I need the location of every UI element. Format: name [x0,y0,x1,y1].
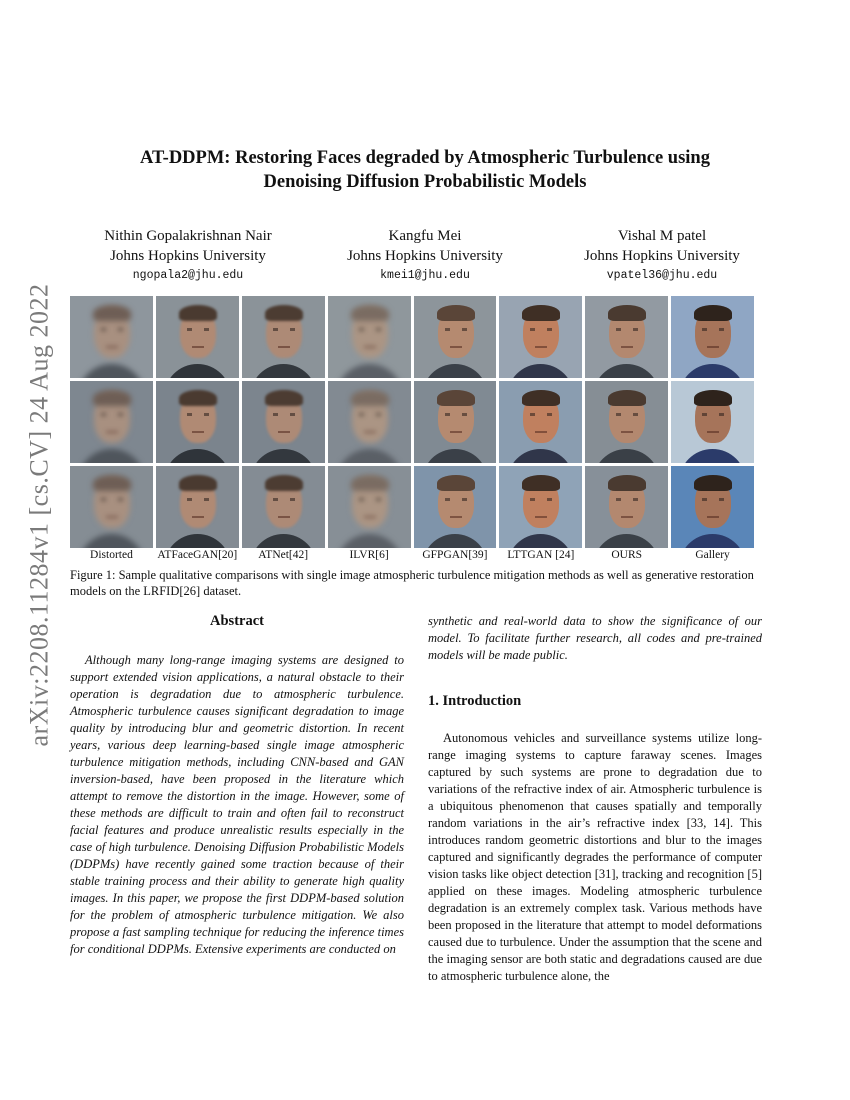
column-label: Gallery [695,549,730,561]
face-image [328,296,411,378]
author-list [70,226,780,286]
face-image [671,466,754,548]
face-image [156,381,239,463]
paper-title [70,146,780,194]
face-image [499,381,582,463]
author-email[interactable]: kmei1@jhu.edu [380,269,470,282]
right-column [428,613,762,985]
face-image [242,296,325,378]
face-image [499,466,582,548]
face-image [414,296,497,378]
arxiv-stamp [14,283,64,747]
face-image [242,466,325,548]
figure-row [70,381,754,463]
face-image [671,381,754,463]
author-1 [70,226,306,286]
face-image [328,466,411,548]
column-label: Distorted [90,549,133,561]
face-image [414,466,497,548]
face-image [242,381,325,463]
author-2 [307,226,543,286]
author-email[interactable]: vpatel36@jhu.edu [606,269,718,282]
column-label: OURS [611,549,643,561]
face-image [671,296,754,378]
column-label: GFPGAN[39] [422,549,488,561]
face-image [156,296,239,378]
figure-1-image-grid [70,296,754,548]
face-image [328,381,411,463]
author-name: Nithin Gopalakrishnan Nair [104,228,272,244]
left-column [70,613,404,958]
author-name: Vishal M patel [617,228,707,244]
face-image [70,466,153,548]
figure-column-labels [70,548,754,562]
column-label: LTTGAN [24] [507,549,575,561]
author-affiliation: Johns Hopkins University [110,248,266,264]
column-label: ILVR[6] [349,549,389,561]
column-label: ATNet[42] [258,549,309,561]
figure-row [70,296,754,378]
author-3 [544,226,780,286]
introduction-text: Autonomous vehicles and surveillance systems utilize long-range imaging systems to capture faraway scenes. Images captured by such systems are prone to degradation due to variations of the refractive index of air. Atmospheric turbulence is a ubiquitous phenomenon that causes spatially and temporally random variations in the air’s refractive index [33, 14]. This introduces random geometric distortions and blur to the images captured and significantly degrades the performance of computer vision tasks like object detection [31], tracking and recognition [5] applied on these images. Modeling atmospheric turbulence degradation is an extremely complex task. Various methods have been proposed in the literature that attempt to model deformations caused due to turbulence. Under the assumption that the scene and the imaging sensor are both static and degradations caused are due to atmospheric turbulence alone, the [428,731,762,983]
face-image [70,296,153,378]
author-email[interactable]: ngopala2@jhu.edu [132,269,244,282]
figure-row [70,466,754,548]
introduction-heading: 1. Introduction [428,693,522,709]
author-name: Kangfu Mei [388,228,462,244]
face-image [499,296,582,378]
author-affiliation: Johns Hopkins University [584,248,740,264]
arxiv-stamp-text: arXiv:2208.11284v1 [cs.CV] 24 Aug 2022 [24,283,53,747]
title-line-1: AT-DDPM: Restoring Faces degraded by Atmospheric Turbulence using [140,148,710,168]
figure-caption: Figure 1: Sample qualitative comparisons with single image atmospheric turbulence mitigation methods as well as generative restoration models on the LRFID[26] dataset. [70,568,754,598]
face-image [585,296,668,378]
face-image [70,381,153,463]
abstract-text: Although many long-range imaging systems are designed to support extended vision applications, a natural obstacle to their operation is degradation due to atmospheric turbulence. Atmospheric turbulence causes significant degradation to image quality by introducing blur and geometric distortion. In recent years, various deep learning-based single image atmospheric turbulence mitigation methods, including CNN-based and GAN inversion-based, have been proposed in the literature which attempt to remove the distortion in the image. However, some of these methods are difficult to train and often fail to reconstruct facial features and produce unrealistic results especially in the case of high turbulence. Denoising Diffusion Probabilistic Models (DDPMs) have recently gained some traction because of their stable training process and their ability to generate high quality images. In this paper, we propose the first DDPM-based solution for the problem of atmospheric turbulence mitigation. We also propose a fast sampling technique for reducing the inference times for conditional DDPMs. Extensive experiments are conducted on [70,653,404,956]
face-image [156,466,239,548]
face-image [414,381,497,463]
title-line-2: Denoising Diffusion Probabilistic Models [263,172,587,192]
author-affiliation: Johns Hopkins University [347,248,503,264]
face-image [585,466,668,548]
abstract-continuation: synthetic and real-world data to show the significance of our model. To facilitate further research, all codes and pre-trained models will be made public. [428,614,762,662]
face-image [585,381,668,463]
abstract-heading: Abstract [210,613,264,629]
column-label: ATFaceGAN[20] [157,549,238,561]
